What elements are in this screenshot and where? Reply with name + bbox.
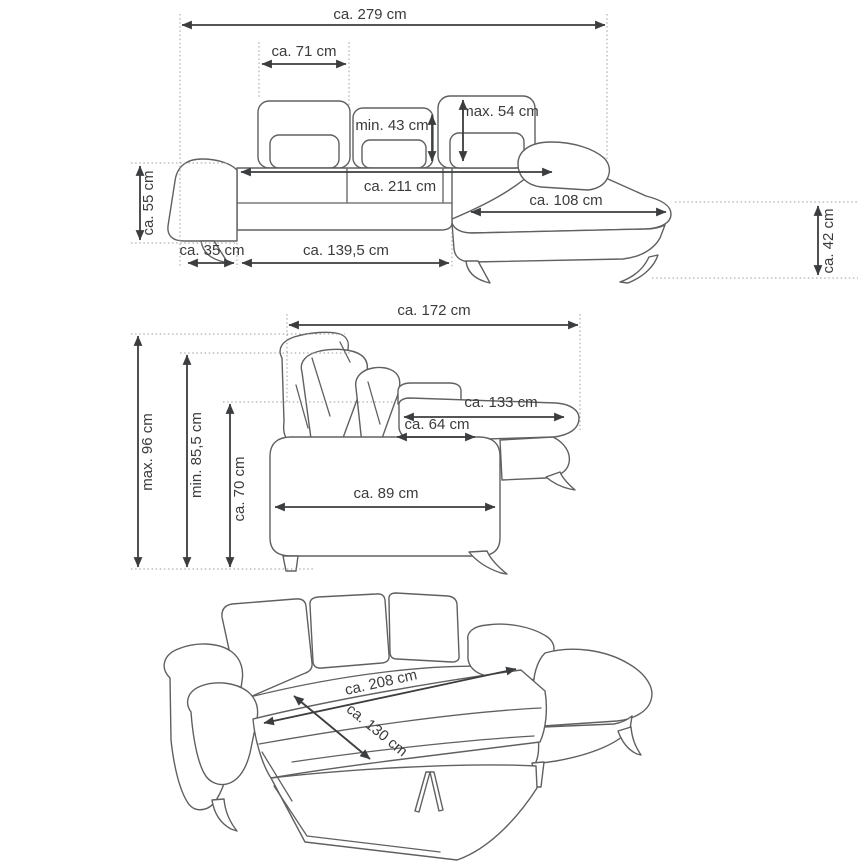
- bed-chaise-surface: [534, 649, 652, 726]
- front-view: [131, 6, 858, 283]
- bed-chaise-rear-leg: [618, 727, 641, 755]
- side-view: [131, 302, 580, 574]
- side-rear-leg: [469, 551, 507, 574]
- front-pillow-right: [450, 133, 524, 168]
- label-armrest-width: ca. 35 cm: [179, 242, 245, 259]
- bed-back-cushion-middle: [310, 594, 389, 668]
- front-pillow-left: [270, 135, 339, 168]
- front-pillow-middle: [362, 140, 426, 168]
- front-left-armrest: [168, 159, 237, 241]
- label-chaise-length: ca. 108 cm: [529, 192, 603, 209]
- label-headrest-min: min. 43 cm: [355, 117, 429, 134]
- label-chaise-height: ca. 42 cm: [820, 208, 837, 274]
- bed-view: [164, 593, 652, 860]
- bed-frame: [271, 765, 537, 860]
- label-bed-length: ca. 208 cm: [343, 666, 419, 699]
- label-bed-width: ca. 130 cm: [342, 700, 411, 761]
- label-seat-depth: ca. 64 cm: [404, 416, 470, 433]
- label-armrest-height: ca. 55 cm: [140, 170, 157, 236]
- front-chaise-left-leg: [466, 261, 490, 283]
- bed-back-cushion-right: [389, 593, 459, 662]
- label-body-width: ca. 139,5 cm: [303, 242, 389, 259]
- label-total-width: ca. 279 cm: [333, 6, 407, 23]
- bed-left-leg: [212, 799, 237, 831]
- label-headrest-width: ca. 71 cm: [271, 43, 337, 60]
- label-min-height: min. 85,5 cm: [188, 412, 205, 498]
- label-total-depth: ca. 172 cm: [397, 302, 471, 319]
- label-body-depth: ca. 89 cm: [353, 485, 419, 502]
- front-right-armrest: [518, 142, 609, 190]
- label-seat-width: ca. 211 cm: [363, 178, 437, 195]
- label-seatback-height: ca. 70 cm: [231, 456, 248, 522]
- label-headrest-max: max. 54 cm: [461, 103, 539, 120]
- label-chaise-depth: ca. 133 cm: [464, 394, 538, 411]
- side-back-pillow: [356, 367, 400, 444]
- label-max-height: max. 96 cm: [139, 413, 156, 491]
